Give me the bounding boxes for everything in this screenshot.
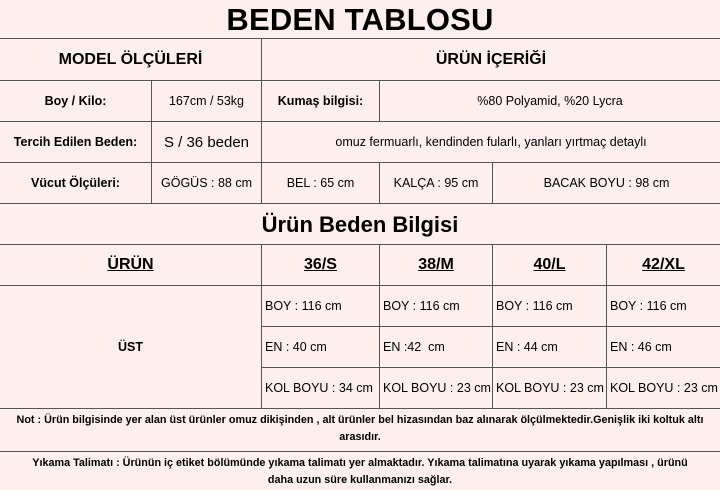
beden-bilgisi-title: Ürün Beden Bilgisi [261,212,459,237]
kol-42: KOL BOYU : 23 cm [607,368,720,409]
bacak-value: BACAK BOYU : 98 cm [493,163,720,204]
wash-note [0,455,720,489]
en-40: EN : 44 cm [493,327,607,368]
urun-header: ÜRÜN İÇERİĞİ [262,39,720,81]
kol-36: KOL BOYU : 34 cm [262,368,380,409]
boy-kilo-label: Boy / Kilo: [0,81,152,122]
size-header-40: 40/L [493,245,607,286]
gogus-value: GÖGÜS : 88 cm [152,163,262,204]
product-name: ÜST [0,286,262,409]
product-header: ÜRÜN [0,245,262,286]
kol-38: KOL BOYU : 23 cm [380,368,493,409]
size-note [0,412,720,446]
size-note-line1: Not : Ürün bilgisinde yer alan üst ürünler omuz dikişinden , alt ürünler bel hizasından baz alınarak ölçülmektedir.Genişlik iki koltuk altı [16,414,704,426]
boy-36: BOY : 116 cm [262,286,380,327]
size-header-36: 36/S [262,245,380,286]
size-header-38: 38/M [380,245,493,286]
en-38: EN :42 cm [380,327,493,368]
tercih-value: S / 36 beden [152,122,262,163]
tercih-label: Tercih Edilen Beden: [0,122,152,163]
wash-note-line2: daha uzun süre kullanmanızı sağlar. [267,474,453,486]
boy-kilo-value: 167cm / 53kg [152,81,262,122]
urun-detay: omuz fermuarlı, kendinden fularlı, yanları yırtmaç detaylı [262,122,720,163]
en-36: EN : 40 cm [262,327,380,368]
kumas-label: Kumaş bilgisi: [262,81,380,122]
kol-40: KOL BOYU : 23 cm [493,368,607,409]
page-title: BEDEN TABLOSU [226,2,494,37]
size-note-line2: arasıdır. [339,431,381,443]
boy-38: BOY : 116 cm [380,286,493,327]
kumas-value: %80 Polyamid, %20 Lycra [380,81,720,122]
kalca-value: KALÇA : 95 cm [380,163,493,204]
boy-40: BOY : 116 cm [493,286,607,327]
boy-42: BOY : 116 cm [607,286,720,327]
vucut-label: Vücut Ölçüleri: [0,163,152,204]
bel-value: BEL : 65 cm [262,163,380,204]
model-header: MODEL ÖLÇÜLERİ [0,39,262,81]
note-border [0,451,720,452]
en-42: EN : 46 cm [607,327,720,368]
wash-note-line1: Yıkama Talimatı : Ürünün iç etiket bölümünde yıkama talimatı yer almaktadır. Yıkama talimatına uyarak yıkama yapılması , ürünü [32,457,688,469]
size-header-42: 42/XL [607,245,720,286]
